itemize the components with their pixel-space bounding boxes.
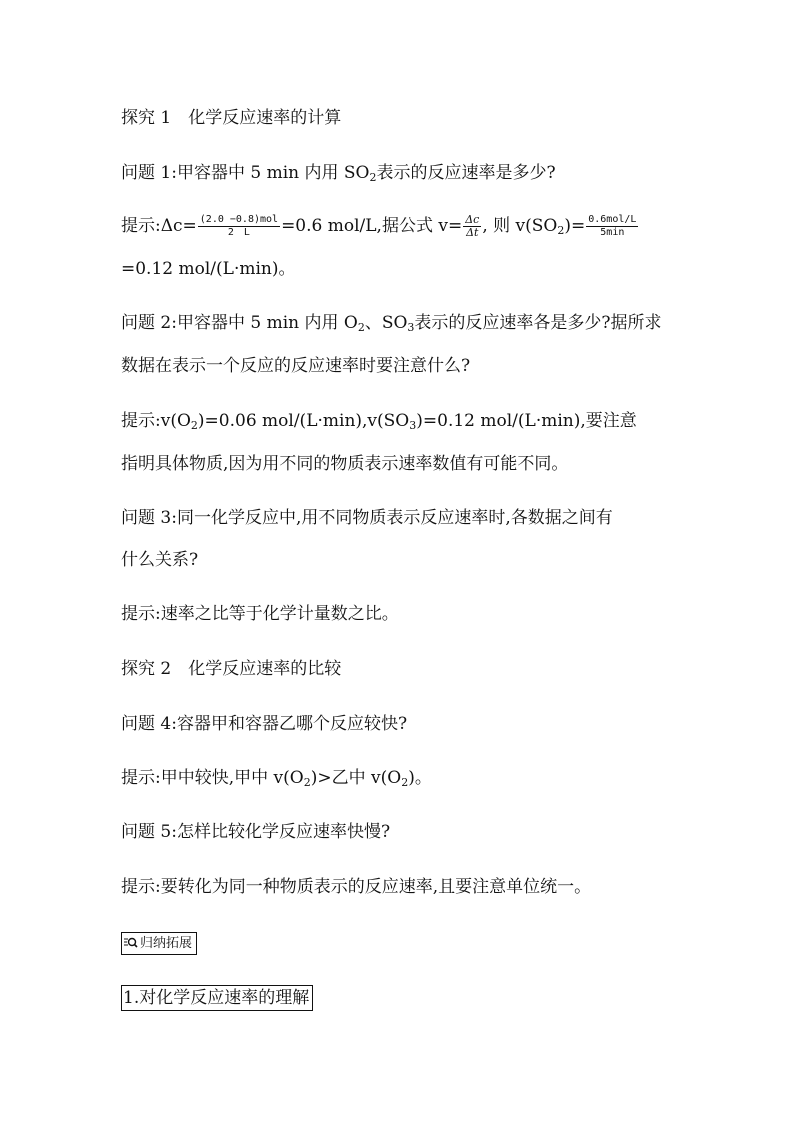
question-2: 问题 2:甲容器中 5 min 内用 $O_2$、$SO_3$表示的反应速率各是多少?据所求 [121, 313, 662, 334]
question-3-line-2: 什么关系? [121, 550, 199, 570]
question-3: 问题 3:同一化学反应中,用不同物质表示反应速率时,各数据之间有 [121, 508, 613, 528]
hint-2: 提示$:v(O_2)=0.06$ mol/$(L\cdot\min),v(SO_3)=0.12$ mol/(L·min),要注意 [121, 411, 637, 432]
explore2-heading: 探究 2 化学反应速率的比较 [121, 659, 342, 679]
fraction-rate-value: $\frac{\text{0.6mol/L}}{5\min}$ [588, 214, 637, 238]
hint-4: 提示:甲中较快,甲中 $v(O_2)>$乙中 $v(O_2)$。 [121, 768, 432, 789]
magnifier-icon [124, 933, 140, 954]
fraction-rate-formula: $\frac{\Delta c}{\Delta t}$ [465, 213, 480, 239]
explore1-heading: 探究 1 化学反应速率的计算 [121, 108, 342, 128]
section-1-heading: 1.对化学反应速率的理解 [121, 985, 313, 1011]
hint-1-line-2: =0.12 mol/(L·min)。 [121, 259, 296, 279]
hint-5: 提示:要转化为同一种物质表示的反应速率,且要注意单位统一。 [121, 877, 592, 897]
question-5: 问题 5:怎样比较化学反应速率快慢? [121, 822, 391, 842]
hint-3: 提示:速率之比等于化学计量数之比。 [121, 604, 399, 624]
summary-tag: 归纳拓展 [121, 932, 197, 955]
fraction-delta-c: $\frac{\text{(2.0 −0.8)mol}}{2 L}$ [199, 214, 279, 238]
question-2-line-2: 数据在表示一个反应的反应速率时要注意什么? [121, 356, 471, 376]
question-1: 问题 1:甲容器中 5 min 内用 $SO_2$表示的反应速率是多少? [121, 163, 556, 184]
question-4: 问题 4:容器甲和容器乙哪个反应较快? [121, 714, 408, 734]
hint-1: 提示:Δc= $\frac{\text{(2.0 −0.8)mol}}{2 L}$ =0.6 mol/L,据公式 v= $\frac{\Delta c}{\Delta t}$ , 则 $v(SO_2)=$ $\frac{\text{0.6mol/L}}{5\min}$ [121, 213, 637, 239]
hint-2-line-2: 指明具体物质,因为用不同的物质表示速率数值有可能不同。 [121, 454, 569, 474]
